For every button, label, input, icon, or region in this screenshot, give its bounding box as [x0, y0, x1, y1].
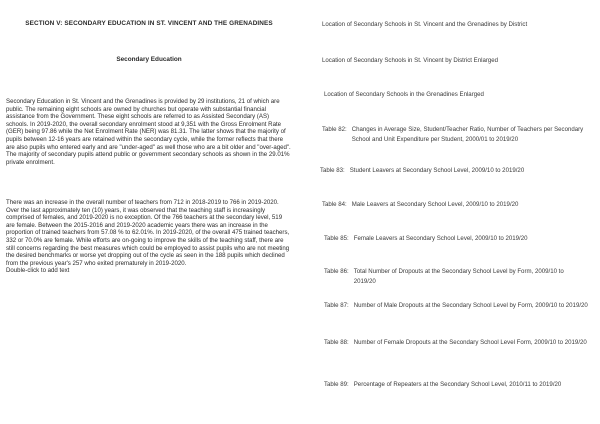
table-number: Table 82:: [322, 126, 347, 133]
table-title: Total Number of Dropouts at the Secondary School Level by Form, 2009/10 to 2019/20: [353, 268, 564, 285]
table-title: Student Leavers at Secondary School Level, 2009/10 to 2019/20: [349, 167, 525, 174]
table-number: Table 87:: [324, 302, 349, 309]
table-number: Table 83:: [320, 167, 345, 174]
table-number: Table 89:: [324, 381, 349, 388]
table-title: Changes in Average Size, Student/Teacher Ratio, Number of Teachers per Secondary School and Unit Expenditure per Student, 2000/01 to 2019/20: [351, 126, 584, 143]
table-title: Percentage of Repeaters at the Secondary School Level, 2010/11 to 2019/20: [353, 381, 562, 388]
table-number: Table 84:: [322, 201, 347, 208]
paragraph-enrolment: Secondary Education in St. Vincent and the Grenadines is provided by 29 institutions, 21 of which are public. The remaining eight schools are owned by churches but operate with substantial financial assistance from the Government. These eight schools are referred to as Assisted Secondary (AS) schools. In 2019-2020, the overall secondary enrolment stood at 9,351 with the Gross Enrolment Rate (GER) being 97.86 while the Net Enrolment Rate (NER) was 81.31. The latter shows that the majority of pupils between 12-16 years are retained within the secondary cycle, while the former reflects that there are also pupils who entered early and are "under-aged" as well those who are a bit older and "over-aged". The majority of secondary pupils attend public or government secondary schools as shown in the 29.01% private enrolment.: [6, 98, 291, 166]
list-item-table-82[interactable]: [322, 125, 594, 144]
table-number: Table 85:: [324, 235, 349, 242]
list-item-map-district[interactable]: [322, 20, 594, 30]
add-text-placeholder[interactable]: Double-click to add text: [6, 267, 70, 275]
section-title: SECTION V: SECONDARY EDUCATION IN ST. VINCENT AND THE GRENADINES: [25, 20, 273, 27]
table-title: Number of Male Dropouts at the Secondary School Level by Form, 2009/10 to 2019/20: [353, 302, 588, 309]
list-item-map-grenadines[interactable]: [324, 90, 594, 100]
paragraph-teachers: There was an increase in the overall number of teachers from 712 in 2018-2019 to 766 in 2019-2020. Over the last approximately ten (10) years, it was observed that the teaching staff is increasingly comprised of females, and 2019-2020 is no exception. Of the 766 teachers at the secondary level, 519 are female. Between the 2015-2016 and 2019-2020 academic years there was an increase in the proportion of trained teachers from 57.08 % to 62.01%. In 2019-2020, of the overall 475 trained teachers, 332 or 70.0% are female. While efforts are on-going to improve the skills of the teaching staff, there are still concerns regarding the best measures which could be employed to assist pupils who are not meeting the desired benchmarks or worse yet dropping out of the cycle as seen in the 188 pupils which declined from the previous year's 257 who exited prematurely in 2019-2020.: [6, 199, 290, 267]
section-subtitle: Secondary Education: [116, 56, 182, 63]
list-item-text: Location of Secondary Schools in St. Vincent by District Enlarged: [322, 57, 499, 64]
list-item-table-85[interactable]: [324, 234, 594, 244]
left-page: [0, 0, 298, 424]
list-item-table-87[interactable]: [324, 301, 594, 311]
table-title: Male Leavers at Secondary School Level, 2009/10 to 2019/20: [351, 201, 519, 208]
list-item-table-83[interactable]: [320, 166, 594, 176]
list-item-text: Location of Secondary Schools in the Grenadines Enlarged: [324, 91, 484, 98]
list-item-table-86[interactable]: [324, 267, 586, 286]
right-page-contents: [306, 0, 600, 424]
list-item-table-89[interactable]: [324, 378, 564, 391]
list-item-table-88[interactable]: [324, 336, 594, 349]
table-title: Number of Female Dropouts at the Secondary School Level Form, 2009/10 to 2019/20: [353, 339, 587, 346]
table-title: Female Leavers at Secondary School Level, 2009/10 to 2019/20: [353, 235, 528, 242]
table-number: Table 86:: [324, 268, 349, 275]
list-item-text: Location of Secondary Schools in St. Vincent and the Grenadines by District: [322, 21, 528, 28]
list-item-map-st-vincent[interactable]: [322, 56, 594, 66]
paragraph-teachers-block: [6, 199, 292, 275]
list-item-table-84[interactable]: [322, 200, 594, 210]
table-number: Table 88:: [324, 339, 349, 346]
